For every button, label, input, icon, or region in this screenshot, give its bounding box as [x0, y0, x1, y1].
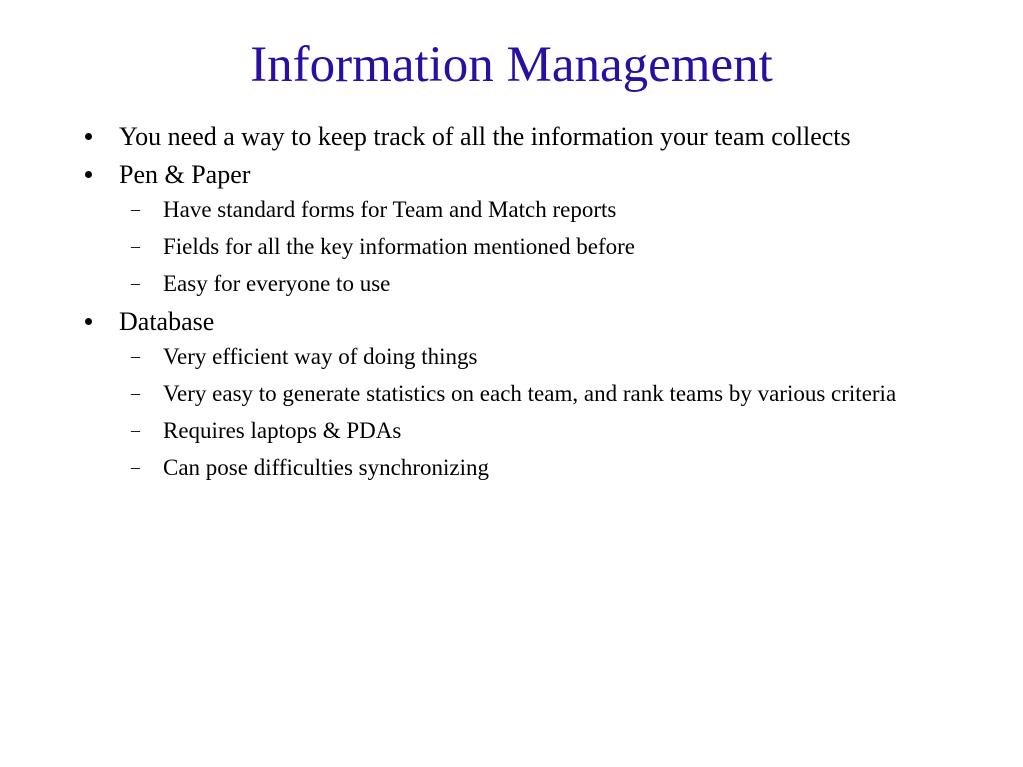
sub-bullet-text: Can pose difficulties synchronizing: [163, 455, 489, 480]
slide-title: Information Management: [250, 37, 773, 93]
sub-bullet-item: [119, 378, 915, 409]
sub-bullet-item: [119, 231, 915, 262]
sub-bullet-item: [119, 194, 915, 225]
bullet-dot-icon: [85, 171, 92, 178]
dash-marker: –: [131, 420, 140, 440]
sub-bullet-item: [119, 341, 915, 372]
sub-bullet-text: Fields for all the key information mentioned before: [163, 234, 636, 259]
bullet-list: [85, 120, 915, 489]
sub-bullet-item: [119, 268, 915, 299]
dash-marker: –: [131, 236, 140, 256]
sub-bullet-item: [119, 415, 915, 446]
bullet-item: [85, 158, 915, 299]
bullet-item: [85, 305, 915, 483]
dash-marker: –: [131, 383, 140, 403]
dash-marker: –: [131, 346, 140, 366]
sub-bullet-list: [119, 341, 915, 483]
sub-bullet-text: Have standard forms for Team and Match reports: [163, 197, 617, 222]
bullet-text: Pen & Paper: [119, 160, 251, 189]
dash-marker: –: [131, 273, 140, 293]
dash-marker: –: [131, 199, 140, 219]
bullet-item: [85, 120, 915, 154]
bullet-text: You need a way to keep track of all the information your team collects: [119, 122, 851, 151]
sub-bullet-list: [119, 194, 915, 299]
dash-marker: –: [131, 457, 140, 477]
sub-bullet-text: Easy for everyone to use: [163, 271, 391, 296]
sub-bullet-item: [119, 452, 915, 483]
bullet-text: Database: [119, 307, 215, 336]
bullet-dot-icon: [85, 318, 92, 325]
sub-bullet-text: Requires laptops & PDAs: [163, 418, 402, 443]
sub-bullet-text: Very easy to generate statistics on each team, and rank teams by various criteria: [163, 381, 897, 406]
bullet-dot-icon: [85, 133, 92, 140]
sub-bullet-text: Very efficient way of doing things: [163, 344, 478, 369]
